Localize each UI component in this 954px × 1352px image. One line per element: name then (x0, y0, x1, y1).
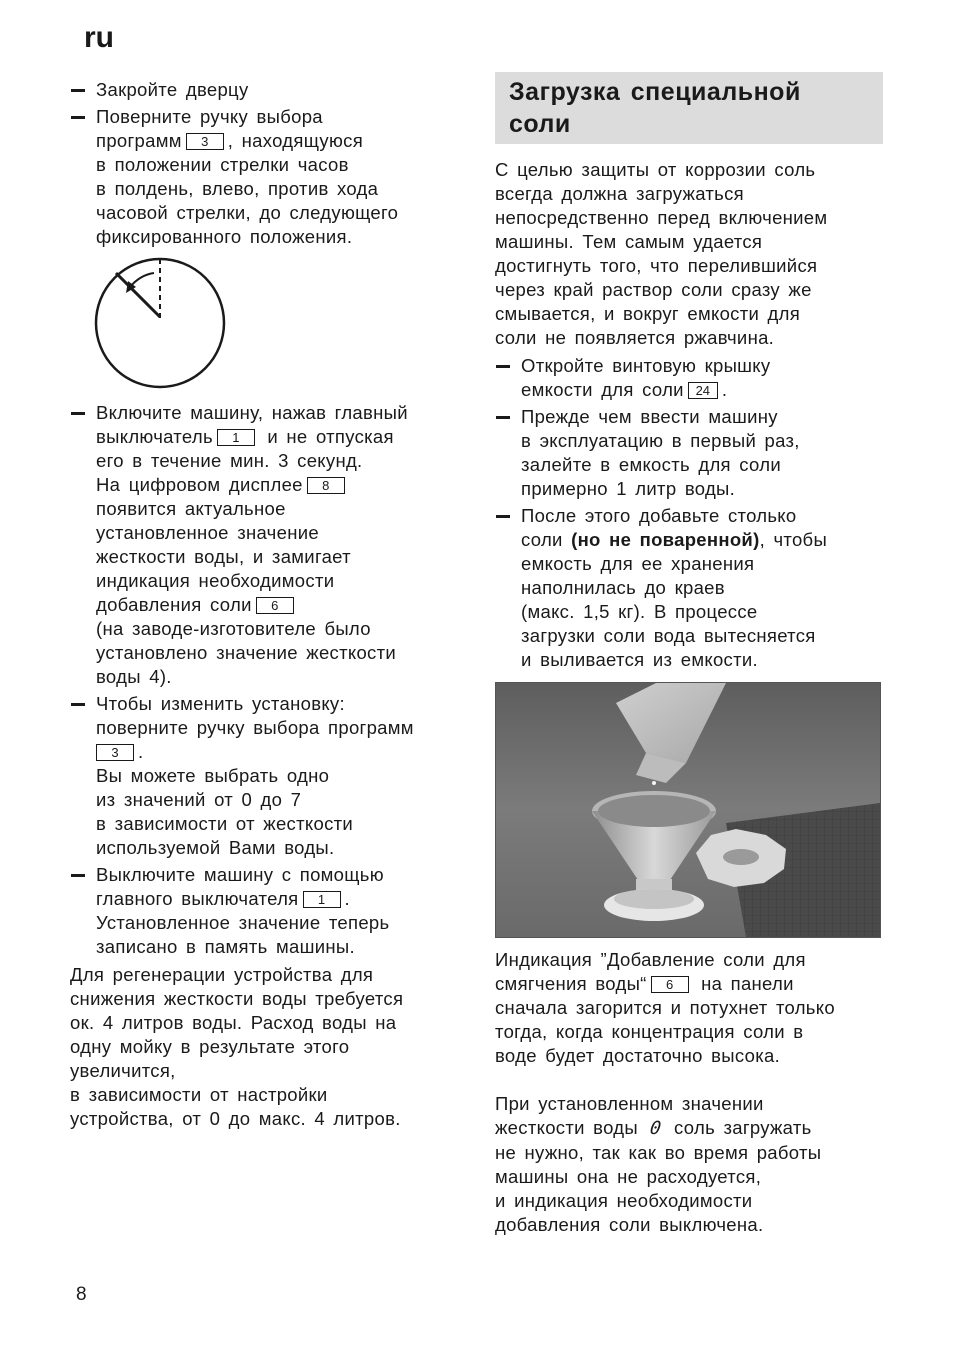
text-line: ок. 4 литров воды. Расход воды на (70, 1012, 397, 1033)
text-line: Чтобы изменить установку: (96, 693, 345, 714)
text-line: Вы можете выбрать одно (96, 765, 330, 786)
key-reference-24: 24 (688, 382, 718, 399)
text-line: индикация необходимости (96, 570, 335, 591)
text-line: в полдень, влево, против хода (96, 178, 379, 199)
text-line: в зависимости от жесткости (96, 813, 354, 834)
text-line: Для регенерации устройства для (70, 964, 374, 985)
bullet-dash (71, 703, 85, 706)
intro-paragraph (495, 158, 883, 350)
text-line: установлено значение жесткости (96, 642, 397, 663)
text-line: Установленное значение теперь (96, 912, 390, 933)
step-switch-off (70, 863, 462, 959)
bullet-dash (71, 874, 85, 877)
bullet-dash (71, 116, 85, 119)
bullet-dash (496, 515, 510, 518)
display-digit: 0 (649, 1118, 664, 1139)
text-line: выключатель 1 и не отпуская (96, 426, 394, 447)
key-reference-1: 1 (217, 429, 255, 446)
text-line: примерно 1 литр воды. (521, 478, 736, 499)
text-line: Выключите машину с помощью (96, 864, 384, 885)
text-line: соли (но не поваренной), чтобы (521, 529, 828, 550)
salt-filling-illustration (495, 682, 881, 938)
text-line: всегда должна загружаться (495, 183, 744, 204)
indicator-paragraph (495, 948, 883, 1068)
key-reference-3: 3 (186, 133, 224, 150)
text-line: главного выключателя 1 . (96, 888, 350, 909)
key-reference-6: 6 (651, 976, 689, 993)
text-line: загрузки соли вода вытесняется (521, 625, 816, 646)
text-line: добавления соли 6 (96, 593, 462, 617)
bullet-dash (71, 412, 85, 415)
text-line: жесткости воды 0 соль загружать (495, 1117, 812, 1139)
text-line: устройства, от 0 до макс. 4 литров. (70, 1108, 401, 1129)
text-line: в положении стрелки часов (96, 154, 349, 175)
text-line: записано в память машины. (96, 936, 355, 957)
regeneration-paragraph (70, 963, 462, 1131)
text-line: поверните ручку выбора программ (96, 717, 414, 738)
salt-funnel-image (496, 683, 880, 937)
text-line: С целью защиты от коррозии соль (495, 159, 816, 180)
step-switch-on (70, 401, 462, 689)
text-line: На цифровом дисплее 8 (96, 473, 462, 497)
page-number: 8 (76, 1284, 87, 1305)
text-line: При установленном значении (495, 1093, 764, 1114)
language-code: ru (84, 21, 114, 54)
step-fill-water (495, 405, 883, 501)
text-line: непосредственно перед включением (495, 207, 828, 228)
text-line: программ 3 , находящуюся (96, 130, 364, 151)
key-reference-3: 3 (96, 744, 134, 761)
text-line: Откройте винтовую крышку (521, 355, 771, 376)
text-line: снижения жесткости воды требуется (70, 988, 404, 1009)
text-line: часовой стрелки, до следующего (96, 202, 399, 223)
left-column (70, 78, 462, 1131)
key-reference-1: 1 (303, 891, 341, 908)
emphasis-text: (но не поваренной) (571, 529, 760, 550)
text-line: емкость для ее хранения (521, 553, 755, 574)
text-line: через край раствор соли сразу же (495, 279, 812, 300)
step-turn-knob (70, 105, 462, 249)
text-line: (макс. 1,5 кг). В процессе (521, 601, 758, 622)
text-line: машины она не расходуется, (495, 1166, 762, 1187)
text-line: и выливается из емкости. (521, 649, 758, 670)
text-line: Закройте дверцу (96, 79, 249, 100)
bullet-dash (71, 89, 85, 92)
text-line: воде будет достаточно высока. (495, 1045, 781, 1066)
step-open-cap (495, 354, 883, 402)
step-add-salt (495, 504, 883, 672)
text-line: в зависимости от настройки (70, 1084, 328, 1105)
text-line: тогда, когда концентрация соли в (495, 1021, 804, 1042)
text-line: залейте в емкость для соли (521, 454, 781, 475)
text-line: соли не появляется ржавчина. (495, 327, 775, 348)
key-reference-8: 8 (307, 477, 345, 494)
text-line: наполнилась до краев (521, 577, 725, 598)
text-line: используемой Вами воды. (96, 837, 335, 858)
text-line: 3 . (96, 740, 462, 764)
text-line: После этого добавьте столько (521, 505, 797, 526)
text-line: жесткости воды, и замигает (96, 546, 351, 567)
section-heading (495, 72, 883, 144)
text-line: его в течение мин. 3 секунд. (96, 450, 363, 471)
text-line: Прежде чем ввести машину (521, 406, 778, 427)
step-close-door (70, 78, 462, 102)
text-line: воды 4). (96, 666, 172, 687)
zero-hardness-paragraph (495, 1092, 883, 1237)
text-line: фиксированного положения. (96, 226, 353, 247)
text-line: и индикация необходимости (495, 1190, 753, 1211)
text-line: Индикация ”Добавление соли для (495, 949, 806, 970)
key-reference-6: 6 (256, 597, 294, 614)
text-line: машины. Тем самым удается (495, 231, 763, 252)
text-line: одну мойку в результате этого (70, 1036, 350, 1057)
heading-line: соли (509, 110, 571, 138)
text-line: появится актуальное (96, 498, 286, 519)
text-line: (на заводе-изготовителе было (96, 618, 371, 639)
right-column (495, 72, 883, 1237)
text-line: Включите машину, нажав главный (96, 402, 408, 423)
text-line: увеличится, (70, 1060, 176, 1081)
step-change-setting (70, 692, 462, 860)
bullet-dash (496, 365, 510, 368)
text-line: установленное значение (96, 522, 319, 543)
text-line: в эксплуатацию в первый раз, (521, 430, 800, 451)
heading-line: Загрузка специальной (509, 78, 801, 106)
text-line: не нужно, так как во время работы (495, 1142, 822, 1163)
text-line: из значений от 0 до 7 (96, 789, 302, 810)
text-line: достигнуть того, что перелившийся (495, 255, 818, 276)
text-line: смывается, и вокруг емкости для (495, 303, 801, 324)
text-line: Поверните ручку выбора (96, 106, 323, 127)
knob-position-diagram (94, 255, 230, 389)
text-line: смягчения воды“ 6 на панели (495, 973, 794, 994)
text-line: емкости для соли 24 . (521, 379, 728, 400)
text-line: добавления соли выключена. (495, 1214, 764, 1235)
text-line: сначала загорится и потухнет только (495, 997, 835, 1018)
bullet-dash (496, 416, 510, 419)
